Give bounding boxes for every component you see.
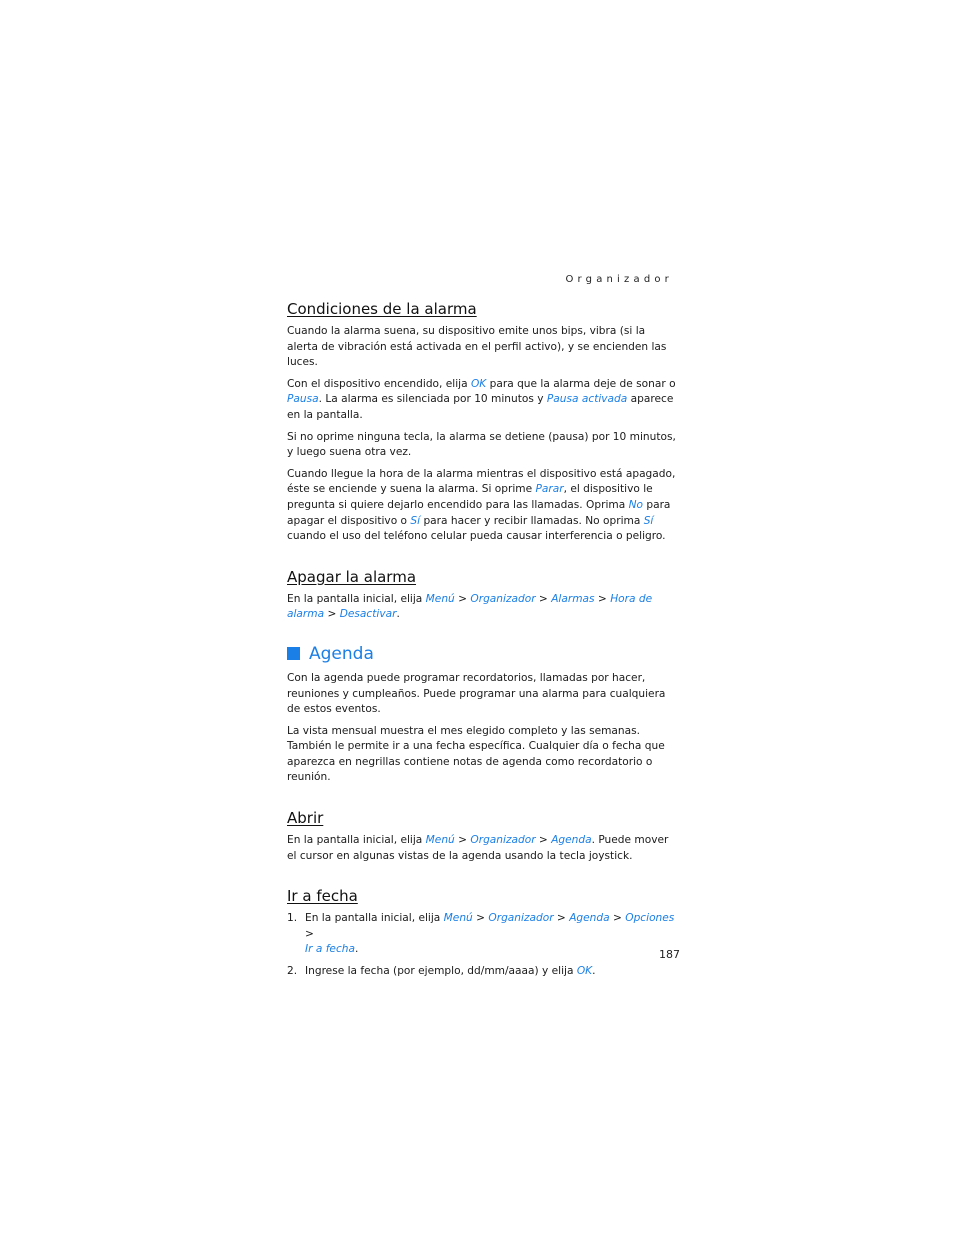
paragraph [287,377,677,424]
text-run: En la pantalla inicial, elija [287,834,426,847]
menu-term: No [628,498,643,511]
section-square-icon [287,647,300,660]
text-run: > [535,834,552,847]
menu-term: Organizador [488,912,554,925]
menu-term: Pausa activada [546,393,628,406]
menu-term: Menú [425,592,455,605]
paragraph: Si no oprime ninguna tecla, la alarma se detiene (pausa) por 10 minutos, y luego suena otra vez. [287,430,676,459]
menu-term: Organizador [470,592,536,605]
section-title-agenda [287,643,677,665]
text-run: . Puede mover el cursor en algunas vistas de la agenda usando la tecla joystick. [287,834,669,862]
text-run: > [324,608,340,621]
text-run: En la pantalla inicial, elija [287,592,426,605]
text-run: . [592,965,596,978]
menu-term: Parar [535,483,564,496]
text-run: > [472,912,489,925]
text-run: > [305,927,314,940]
text-run: En la pantalla inicial, elija [305,912,444,925]
menu-term: Agenda [551,834,592,847]
menu-term: Menú [425,834,455,847]
text-run: para que la alarma deje de sonar o [486,377,676,390]
text-run: . La alarma es silenciada por 10 minutos y [318,393,547,406]
list-item [287,964,677,980]
text-run: para apagar el dispositivo o [287,498,671,527]
step-number: 1. [287,912,298,925]
step-number: 2. [287,965,298,978]
text-run: > [454,592,471,605]
text-run: aparece en la pantalla. [287,393,674,421]
text-run: > [535,592,552,605]
text-run: Ingrese la fecha (por ejemplo, dd/mm/aaaa) y elija [305,965,577,978]
heading-condiciones: Condiciones de la alarma [287,300,477,318]
menu-term: Pausa [287,393,319,406]
menu-term: Agenda [569,912,610,925]
menu-term: Sí [410,514,421,527]
heading-apagar-alarma: Apagar la alarma [287,567,417,586]
running-header: Organizador [565,274,673,285]
paragraph: Cuando la alarma suena, su dispositivo emite unos bips, vibra (si la alerta de vibración está activada en el perfil activo), y se encienden las luces. [287,325,667,369]
menu-term: Menú [443,912,473,925]
text-run: cuando el uso del teléfono celular pueda causar interferencia o peligro. [287,530,666,543]
page-number: 187 [659,948,680,961]
text-run: Cuando llegue la hora de la alarma mientras el dispositivo está apagado, éste se enciende y suena la alarma. Si oprime [287,467,676,496]
text-run: , el dispositivo le pregunta si quiere dejarlo encendido para las llamadas. Oprima [287,483,653,511]
menu-term: Sí [643,514,654,527]
text-run: > [454,834,471,847]
menu-term: Hora de alarma [287,592,653,621]
paragraph [287,833,677,864]
menu-term: Opciones [625,912,675,925]
paragraph: Con la agenda puede programar recordatorios, llamadas por hacer, reuniones y cumpleaños. Puede programar una alarma para cualquiera de estos eventos. [287,671,666,716]
menu-term: OK [470,377,487,390]
text-run: . [354,943,359,956]
paragraph [287,467,677,545]
heading-ir-a-fecha: Ir a fecha [287,887,358,906]
paragraph [287,592,677,623]
menu-term: Alarmas [551,592,595,605]
list-item [287,911,677,958]
menu-term: Ir a fecha [305,943,355,956]
text-run: para hacer y recibir llamadas. No oprima [420,514,644,527]
text-run: > [553,912,570,925]
text-run: > [609,912,626,925]
steps-list [287,911,677,979]
text-run: Con el dispositivo encendido, elija [287,377,471,390]
section-title-text: Agenda [309,643,374,664]
text-run: . [396,608,400,621]
text-run: > [594,592,611,605]
menu-term: OK [576,965,593,978]
heading-abrir: Abrir [287,809,324,828]
menu-term: Desactivar [339,608,397,621]
paragraph: La vista mensual muestra el mes elegido completo y las semanas. También le permite ir a una fecha específica. Cualquier día o fecha que aparezca en negrillas contiene notas de agenda como recordatorio o reunión. [287,724,665,784]
page-content [287,299,677,986]
menu-term: Organizador [470,834,536,847]
